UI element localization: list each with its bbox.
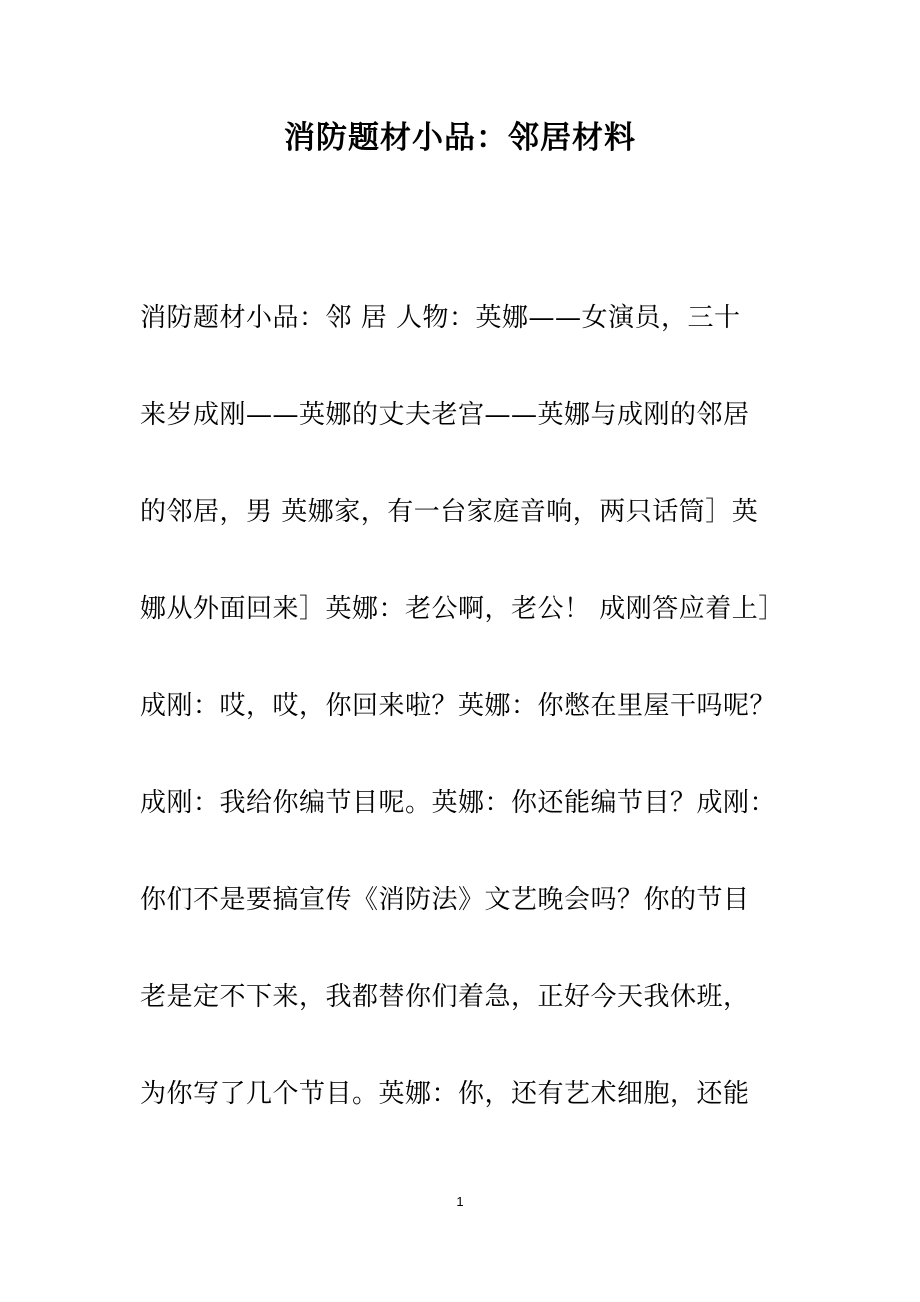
body-line: 的邻居，男 英娜家，有一台家庭音响，两只话筒］英 [140, 497, 759, 527]
page-title: 消防题材小品：邻居材料 [284, 120, 636, 156]
body-line: 来岁成刚——英娜的丈夫老宫——英娜与成刚的邻居 [140, 400, 750, 430]
body-line: 成刚：我给你编节目呢。英娜：你还能编节目？成刚： [140, 788, 777, 818]
body-line: 你们不是要搞宣传《消防法》文艺晚会吗？你的节目 [140, 885, 750, 915]
body-line: 为你写了几个节目。英娜：你，还有艺术细胞，还能 [140, 1079, 750, 1109]
body-line: 娜从外面回来］英娜：老公啊，老公！ 成刚答应着上］ [140, 594, 785, 624]
body-line: 老是定不下来，我都替你们着急，正好今天我休班， [140, 982, 750, 1012]
page-number: 1 [456, 1194, 464, 1209]
body-line: 成刚：哎，哎，你回来啦？英娜：你憋在里屋干吗呢？ [140, 691, 777, 721]
body-line: 消防题材小品：邻 居 人物：英娜——女演员，三十 [140, 303, 741, 333]
